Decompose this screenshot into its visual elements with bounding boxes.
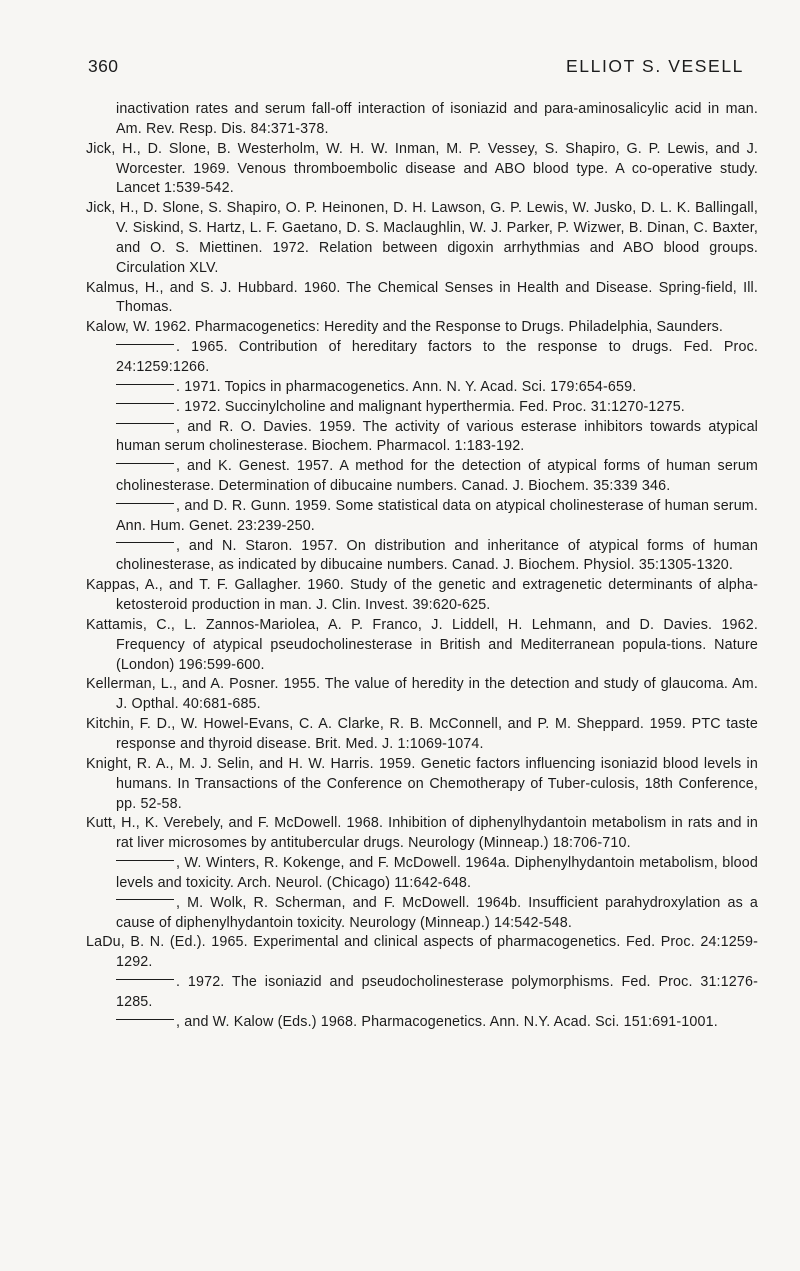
reference-entry <box>86 814 758 854</box>
reference-text: LaDu, B. N. (Ed.). 1965. Experimental and clinical aspects of pharmacogenetics. Fed. Proc. 24:1259-1292. <box>86 934 758 971</box>
reference-text: Kutt, H., K. Verebely, and F. McDowell. 1968. Inhibition of diphenylhydantoin metabolism in rats and in rat liver microsomes by antitubercular drugs. Neurology (Minneap.) 18:706-710. <box>86 815 758 852</box>
reference-text: Jick, H., D. Slone, B. Westerholm, W. H. W. Inman, M. P. Vessey, S. Shapiro, G. P. Lewis, and J. Worcester. 1969. Venous thromboembolic disease and ABO blood type. A co-operative study. Lancet 1:539-542. <box>86 140 758 197</box>
reference-entry <box>86 100 758 140</box>
reference-entry <box>86 199 758 278</box>
reference-entry-ditto <box>86 497 758 537</box>
reference-text: Kalmus, H., and S. J. Hubbard. 1960. The Chemical Senses in Health and Disease. Spring-field, Ill. Thomas. <box>86 279 758 316</box>
reference-entry <box>86 279 758 319</box>
reference-text: Kalow, W. 1962. Pharmacogenetics: Heredity and the Response to Drugs. Philadelphia, Saunders. <box>86 319 724 336</box>
reference-entry <box>86 616 758 676</box>
ditto-dash <box>116 979 174 980</box>
reference-text: Kitchin, F. D., W. Howel-Evans, C. A. Clarke, R. B. McConnell, and P. M. Sheppard. 1959. PTC taste response and thyroid disease. Brit. Med. J. 1:1069-1074. <box>86 716 758 752</box>
reference-entry-ditto <box>86 457 758 497</box>
reference-text: Kattamis, C., L. Zannos-Mariolea, A. P. Franco, J. Liddell, H. Lehmann, and D. Davies. 1962. Frequency of atypical pseudocholinesterase in British and Mediterranean popula-tions. Nature (London) 196:599-600. <box>86 616 758 673</box>
ditto-dash <box>116 860 174 861</box>
reference-entry-ditto <box>86 537 758 577</box>
ditto-dash <box>116 542 174 543</box>
reference-text: . 1965. Contribution of hereditary factors to the response to drugs. Fed. Proc. 24:1259:1266. <box>116 339 758 375</box>
reference-entry-ditto <box>86 418 758 458</box>
ditto-dash <box>116 384 174 385</box>
reference-entry-ditto <box>86 398 758 418</box>
page-number: 360 <box>88 56 119 76</box>
ditto-dash <box>116 503 174 504</box>
reference-text: Kellerman, L., and A. Posner. 1955. The value of heredity in the detection and study of glaucoma. Am. J. Opthal. 40:681-685. <box>86 676 758 713</box>
reference-text: inactivation rates and serum fall-off interaction of isoniazid and para-aminosalicylic acid in man. Am. Rev. Resp. Dis. 84:371-378. <box>116 101 758 137</box>
ditto-dash <box>116 1019 174 1020</box>
reference-entry <box>86 576 758 616</box>
reference-entry-ditto <box>86 1013 758 1033</box>
reference-text: . 1971. Topics in pharmacogenetics. Ann. N. Y. Acad. Sci. 179:654-659. <box>176 378 637 395</box>
ditto-dash <box>116 423 174 424</box>
reference-entry-ditto <box>86 894 758 934</box>
reference-text: , M. Wolk, R. Scherman, and F. McDowell. 1964b. Insufficient parahydroxylation as a cause of diphenylhydantoin toxicity. Neurology (Minneap.) 14:542-548. <box>116 894 758 931</box>
reference-entry <box>86 318 758 338</box>
running-head: ELLIOT S. VESELL <box>566 56 744 76</box>
reference-text: , W. Winters, R. Kokenge, and F. McDowell. 1964a. Diphenylhydantoin metabolism, blood levels and toxicity. Arch. Neurol. (Chicago) 11:642-648. <box>116 855 758 891</box>
reference-text: . 1972. Succinylcholine and malignant hyperthermia. Fed. Proc. 31:1270-1275. <box>176 398 685 415</box>
reference-entry-ditto <box>86 854 758 894</box>
page-header <box>88 56 744 82</box>
reference-text: , and W. Kalow (Eds.) 1968. Pharmacogenetics. Ann. N.Y. Acad. Sci. 151:691-1001. <box>176 1013 718 1030</box>
reference-entry-ditto <box>86 378 758 398</box>
reference-text: , and N. Staron. 1957. On distribution and inheritance of atypical forms of human cholinesterase, as indicated by dibucaine numbers. Canad. J. Biochem. Physiol. 35:1305-1320. <box>116 537 758 574</box>
reference-entry-ditto <box>86 973 758 1013</box>
ditto-dash <box>116 899 174 900</box>
reference-text: , and R. O. Davies. 1959. The activity of various esterase inhibitors towards atypical human serum cholinesterase. Biochem. Pharmacol. 1:183-192. <box>116 418 758 455</box>
reference-text: , and K. Genest. 1957. A method for the detection of atypical forms of human serum cholinesterase. Determination of dibucaine numbers. Canad. J. Biochem. 35:339 346. <box>116 458 758 495</box>
reference-entry-ditto <box>86 338 758 378</box>
ditto-dash <box>116 403 174 404</box>
reference-text: . 1972. The isoniazid and pseudocholinesterase polymorphisms. Fed. Proc. 31:1276-1285. <box>116 974 758 1010</box>
reference-text: , and D. R. Gunn. 1959. Some statistical data on atypical cholinesterase of human serum. Ann. Hum. Genet. 23:239-250. <box>116 497 758 534</box>
reference-entry <box>86 755 758 815</box>
reference-text: Kappas, A., and T. F. Gallagher. 1960. Study of the genetic and extragenetic determinants of alpha-ketosteroid production in man. J. Clin. Invest. 39:620-625. <box>86 577 758 614</box>
reference-entry <box>86 140 758 200</box>
reference-entry <box>86 715 758 755</box>
ditto-dash <box>116 463 174 464</box>
reference-entry <box>86 933 758 973</box>
reference-text: Knight, R. A., M. J. Selin, and H. W. Harris. 1959. Genetic factors influencing isoniazid blood levels in humans. In Transactions of the Conference on Chemotherapy of Tuber-culosis, 18th Conference, pp. 52-58. <box>86 755 758 812</box>
reference-entry <box>86 675 758 715</box>
reference-list <box>86 100 758 1033</box>
reference-text: Jick, H., D. Slone, S. Shapiro, O. P. Heinonen, D. H. Lawson, G. P. Lewis, W. Jusko, D. L. K. Ballingall, V. Siskind, S. Hartz, L. F. Gaetano, D. S. Maclaughlin, W. J. Parker, P. Wizwer, B. Dinan, C. Baxter, and O. S. Miettinen. 1972. Relation between digoxin arrhythmias and ABO blood groups. Circulation XLV. <box>86 200 758 276</box>
ditto-dash <box>116 344 174 345</box>
